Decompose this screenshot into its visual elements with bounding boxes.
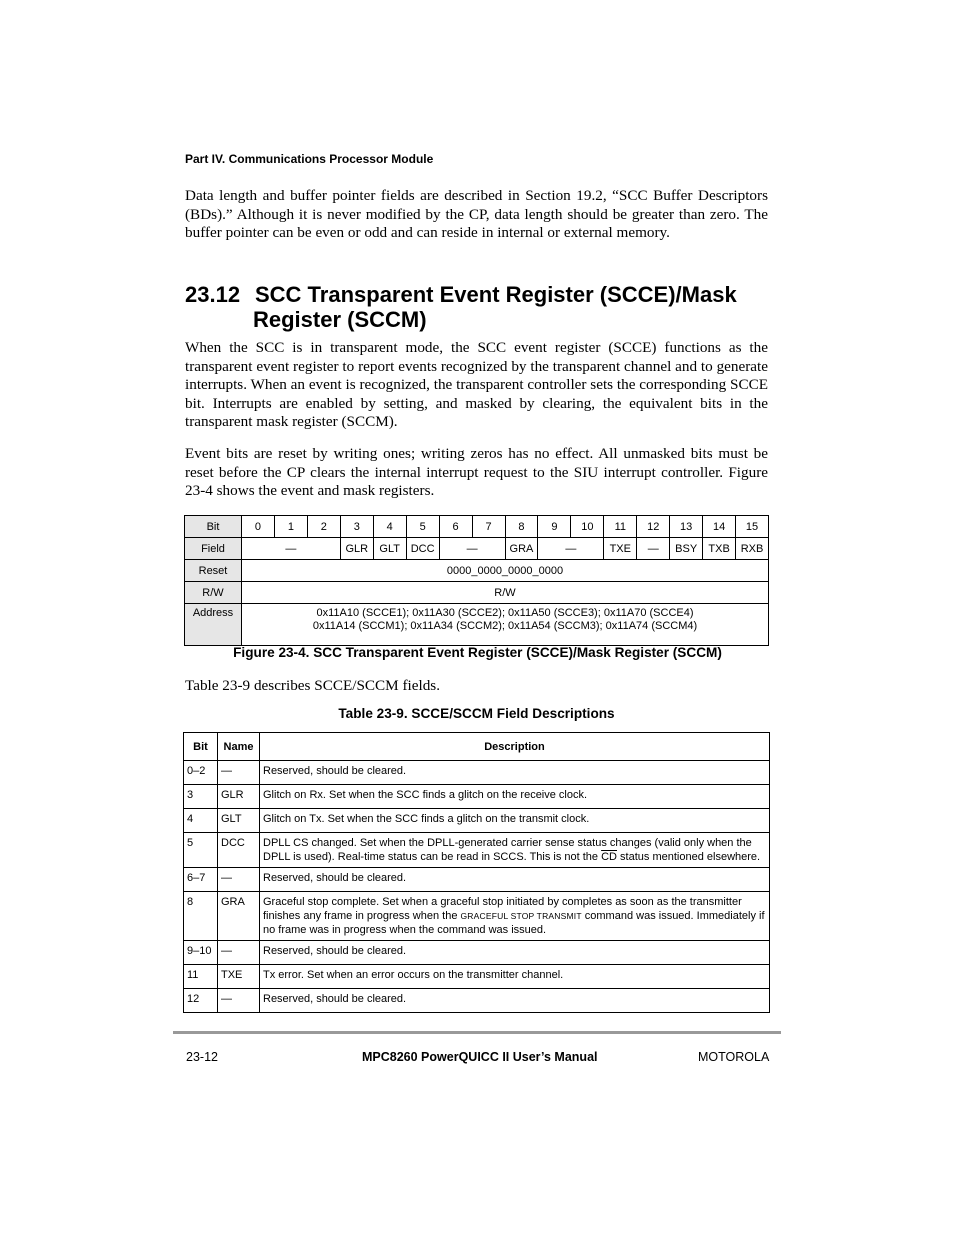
row-description: Reserved, should be cleared. — [260, 989, 770, 1013]
address-line-scce: 0x11A10 (SCCE1); 0x11A30 (SCCE2); 0x11A50 (SCCE3); 0x11A70 (SCCE4) — [316, 607, 694, 619]
table-row — [184, 833, 770, 868]
row-description: Glitch on Tx. Set when the SCC finds a glitch on the transmit clock. — [260, 809, 770, 833]
row-bit: 8 — [184, 892, 218, 941]
section-title-line1: SCC Transparent Event Register (SCCE)/Mask — [255, 282, 737, 307]
row-name: GLR — [218, 785, 260, 809]
address-label: Address — [185, 604, 242, 646]
table-row — [184, 809, 770, 833]
field-label: Field — [185, 538, 242, 560]
bit-number: 3 — [340, 516, 373, 538]
row-name: GRA — [218, 892, 260, 941]
command-name: GRACEFUL STOP TRANSMIT — [460, 911, 582, 921]
col-header-description: Description — [260, 733, 770, 761]
row-description: DPLL CS changed. Set when the DPLL-generated carrier sense status changes (valid only when the DPLL is used). Real-time status can be read in SCCS. This is not the $\overline{CD}$ status mentioned elsewhere. — [260, 833, 770, 868]
address-line-sccm: 0x11A14 (SCCM1); 0x11A34 (SCCM2); 0x11A54 (SCCM3); 0x11A74 (SCCM4) — [312, 620, 698, 632]
row-bit: 0–2 — [184, 761, 218, 785]
running-header: Part IV. Communications Processor Module — [185, 152, 434, 166]
rw-label: R/W — [185, 582, 242, 604]
field-glt: GLT — [373, 538, 406, 560]
row-name: — — [218, 868, 260, 892]
row-bit: 6–7 — [184, 868, 218, 892]
row-description: Reserved, should be cleared. — [260, 868, 770, 892]
field-txe: TXE — [604, 538, 637, 560]
field-reserved: — — [439, 538, 505, 560]
bit-number: 15 — [736, 516, 769, 538]
bit-number: 13 — [670, 516, 703, 538]
row-bit: 12 — [184, 989, 218, 1013]
section-title-line2: Register (SCCM) — [253, 307, 427, 332]
bit-number: 10 — [571, 516, 604, 538]
table-header-row — [184, 733, 770, 761]
reset-value: 0000_0000_0000_0000 — [242, 560, 769, 582]
row-bit: 4 — [184, 809, 218, 833]
footer-divider — [173, 1031, 781, 1034]
field-txb: TXB — [703, 538, 736, 560]
field-rxb: RXB — [736, 538, 769, 560]
register-figure — [184, 515, 769, 646]
field-dcc: DCC — [406, 538, 439, 560]
bit-number: 0 — [242, 516, 275, 538]
table-row — [184, 941, 770, 965]
register-address-row — [185, 604, 769, 646]
bit-number: 4 — [373, 516, 406, 538]
bit-number: 12 — [637, 516, 670, 538]
bit-number: 1 — [274, 516, 307, 538]
field-descriptions-table — [183, 732, 770, 1013]
bit-number: 7 — [472, 516, 505, 538]
row-name: — — [218, 761, 260, 785]
address-value — [242, 604, 769, 646]
page-number: 23-12 — [186, 1050, 218, 1064]
company-name: MOTOROLA — [698, 1050, 770, 1064]
table-row — [184, 785, 770, 809]
field-gra: GRA — [505, 538, 538, 560]
bit-number: 2 — [307, 516, 340, 538]
table-row — [184, 761, 770, 785]
reset-label: Reset — [185, 560, 242, 582]
field-reserved: — — [637, 538, 670, 560]
row-bit: 11 — [184, 965, 218, 989]
row-bit: 5 — [184, 833, 218, 868]
field-reserved: — — [538, 538, 604, 560]
row-description: Tx error. Set when an error occurs on the transmitter channel. — [260, 965, 770, 989]
register-field-row — [185, 538, 769, 560]
row-name: — — [218, 941, 260, 965]
section-number: 23.12 — [185, 282, 241, 307]
field-glr: GLR — [340, 538, 373, 560]
col-header-name: Name — [218, 733, 260, 761]
table-row — [184, 965, 770, 989]
body-paragraph-1: When the SCC is in transparent mode, the SCC event register (SCCE) functions as the transparent event register to report events recognized by the transparent channel and to generate interrupts. When an event is recognized, the transparent controller sets the corresponding SCCE bit. Interrupts are enabled by setting, and masked by clearing, the equivalent bits in the transparent mask register (SCCM). — [185, 339, 768, 431]
row-name: DCC — [218, 833, 260, 868]
bit-number: 5 — [406, 516, 439, 538]
manual-title: MPC8260 PowerQUICC II User’s Manual — [362, 1050, 598, 1064]
row-name: TXE — [218, 965, 260, 989]
row-description: Graceful stop complete. Set when a graceful stop initiated by completes as soon as the transmitter finishes any frame in progress when the GRACEFUL STOP TRANSMIT command was issued. Immediately if no frame was in progress when the command was issued. — [260, 892, 770, 941]
bit-label: Bit — [185, 516, 242, 538]
field-reserved: — — [242, 538, 341, 560]
row-description: Glitch on Rx. Set when the SCC finds a glitch on the receive clock. — [260, 785, 770, 809]
row-description: Reserved, should be cleared. — [260, 941, 770, 965]
table-row — [184, 989, 770, 1013]
row-name: — — [218, 989, 260, 1013]
intro-paragraph: Data length and buffer pointer fields are described in Section 19.2, “SCC Buffer Descriptors (BDs).” Although it is never modified by the CP, data length should be greater than zero. The buffer pointer can be even or odd and can reside in internal or external memory. — [185, 187, 768, 242]
table-caption: Table 23-9. SCCE/SCCM Field Descriptions — [338, 706, 615, 721]
table-row — [184, 868, 770, 892]
row-description: Reserved, should be cleared. — [260, 761, 770, 785]
table-intro: Table 23-9 describes SCCE/SCCM fields. — [185, 677, 440, 694]
register-rw-row — [185, 582, 769, 604]
rw-value: R/W — [242, 582, 769, 604]
register-bit-row — [185, 516, 769, 538]
register-reset-row — [185, 560, 769, 582]
bit-number: 8 — [505, 516, 538, 538]
row-bit: 3 — [184, 785, 218, 809]
figure-caption: Figure 23-4. SCC Transparent Event Register (SCCE)/Mask Register (SCCM) — [233, 645, 722, 660]
cd-signal: $\overline{CD}$ — [601, 851, 617, 863]
bit-number: 11 — [604, 516, 637, 538]
bit-number: 14 — [703, 516, 736, 538]
table-row — [184, 892, 770, 941]
col-header-bit: Bit — [184, 733, 218, 761]
row-name: GLT — [218, 809, 260, 833]
row-bit: 9–10 — [184, 941, 218, 965]
bit-number: 6 — [439, 516, 472, 538]
field-bsy: BSY — [670, 538, 703, 560]
bit-number: 9 — [538, 516, 571, 538]
body-paragraph-2: Event bits are reset by writing ones; writing zeros has no effect. All unmasked bits must be reset before the CP clears the internal interrupt request to the SIU interrupt controller. Figure 23-4 shows the event and mask registers. — [185, 445, 768, 500]
